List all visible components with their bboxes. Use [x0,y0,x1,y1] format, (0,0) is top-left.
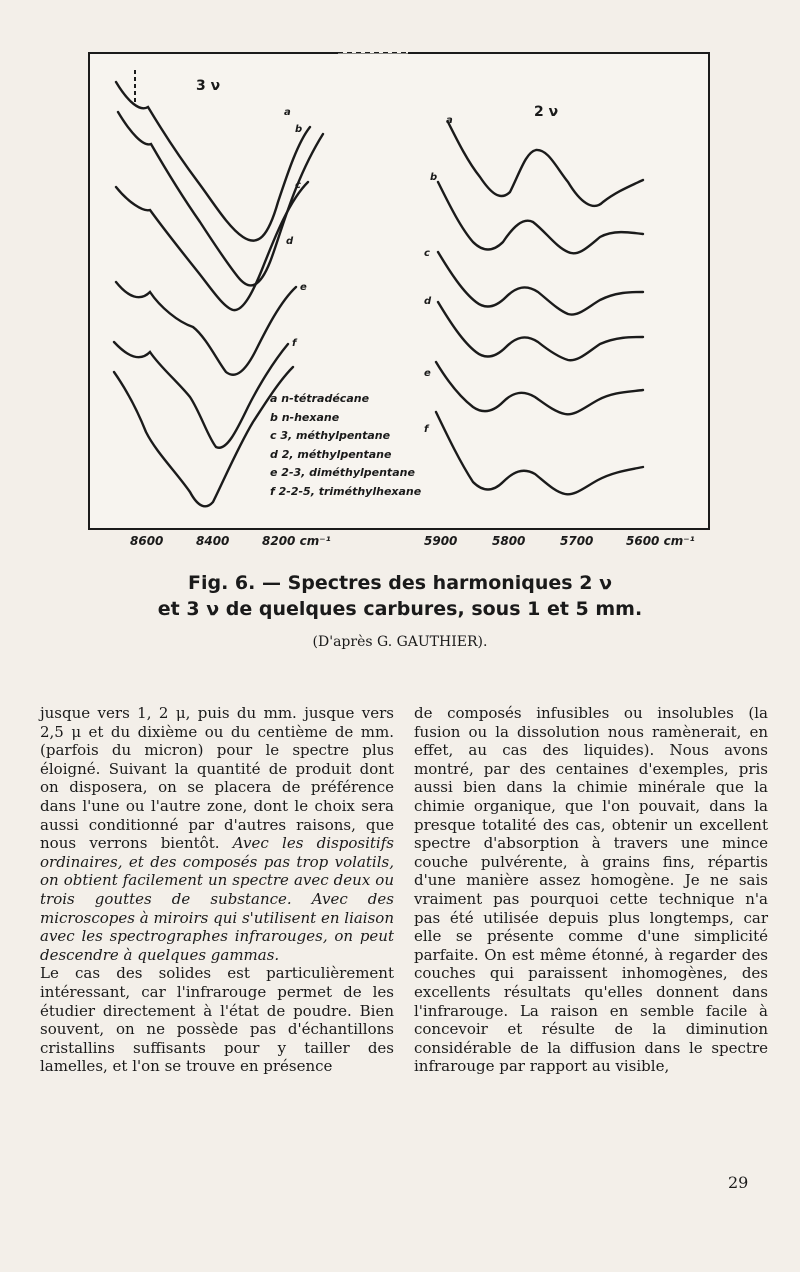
x-tick: 5800 [492,534,526,548]
curve-2v-e [436,362,643,414]
curve-2v-b [438,182,643,253]
curve-label-3v-a: a [284,107,291,118]
curve-label-3v-b: b [295,124,303,135]
figure-credit: (D'après G. GAUTHIER). [312,634,488,650]
section-label-3v: 3 ν [196,78,221,94]
legend-item: e 2-3, diméthylpentane [270,466,415,479]
x-tick: 8600 [130,534,164,548]
curve-label-3v-e: e [300,282,307,293]
x-tick: 5600 cm⁻¹ [626,534,695,548]
x-tick: 5700 [560,534,594,548]
paragraph-text: Le cas des solides est particulièrement intéressant, car l'infrarouge permet de les étudier directement à l'état de poudre. Bien souvent, on ne possède pas d'échantillons cristallins suffisants pour y tailler des lamelles, et l'on se trouve en présence [40,964,394,1076]
curve-3v-a [116,82,310,241]
paragraph-italic: Avec les dispositifs ordinaires, et des composés pas trop volatils, on obtient facilement un spectre avec deux ou trois gouttes de substance. Avec des microscopes à miroirs qui s'utilisent en liaison avec les spectrographes infrarouges, on peut descendre à quelques gammas. [40,834,394,964]
curve-label-2v-a: a [446,115,453,126]
legend-item: b n-hexane [270,410,340,424]
curve-label-2v-f: f [424,424,429,435]
figure-caption-line2: et 3 ν de quelques carbures, sous 1 et 5 mm. [157,598,643,620]
figure-caption-line1: Fig. 6. — Spectres des harmoniques 2 ν [187,572,613,594]
curve-2v-a [448,122,643,206]
legend-item: f 2-2-5, triméthylhexane [270,484,422,498]
curve-label-2v-c: c [424,248,430,259]
text-column-right [414,704,768,1076]
legend-item: c 3, méthylpentane [270,429,391,442]
curve-label-3v-c: c [295,180,301,191]
figure-legend [270,390,421,501]
curve-2v-c [438,252,643,315]
legend-item: a n-tétradécane [270,392,370,405]
curve-2v-f [436,412,643,494]
curve-3v-d [116,282,296,375]
curve-3v-e [114,342,288,448]
x-tick: 8200 cm⁻¹ [262,534,331,548]
curve-label-3v-d: d [286,236,294,247]
legend-item: d 2, méthylpentane [270,447,392,461]
paragraph-text: jusque vers 1, 2 μ, puis du mm. jusque vers 2,5 μ et du dixième ou du centième de mm. (parfois du micron) pour le spectre plus éloigné. Suivant la quantité de produit dont on disposera, on se placera de préférence dans l'une ou l'autre zone, dont le choix sera aussi conditionné par d'autres raisons, que nous verrons bientôt. [40,704,394,853]
curve-2v-d [438,302,643,360]
x-tick: 5900 [424,534,458,548]
curve-label-3v-f: f [292,338,297,349]
page-number: 29 [728,1173,749,1192]
x-tick: 8400 [196,534,230,548]
curve-3v-b [118,112,323,285]
curve-label-2v-b: b [430,172,438,183]
paragraph-text: de composés infusibles ou insolubles (la fusion ou la dissolution nous ramènerait, en effet, au cas des liquides). Nous avons montré, par des centaines d'exemples, pris aussi bien dans la chimie minérale que la chimie organique, que l'on pouvait, dans la presque totalité des cas, obtenir un excellent spectre d'absorption à travers une mince couche pulvérente, à grains fins, répartis d'une manière assez homogène. Je ne sais vraiment pas pourquoi cette technique n'a pas été utilisée depuis plus longtemps, car elle se présente comme d'une simplicité parfaite. On est même étonné, à regarder des couches qui paraissent inhomogènes, des excellents résultats qu'elles donnent dans l'infrarouge. La raison en semble facile à concevoir et résulte de la diminution considérable de la diffusion dans le spectre infrarouge par rapport au visible, [414,704,768,1076]
curve-label-2v-d: d [424,296,432,307]
curve-label-2v-e: e [424,368,431,379]
text-column-left [40,704,394,1076]
section-label-2v: 2 ν [534,104,559,120]
curve-3v-f [114,367,293,506]
